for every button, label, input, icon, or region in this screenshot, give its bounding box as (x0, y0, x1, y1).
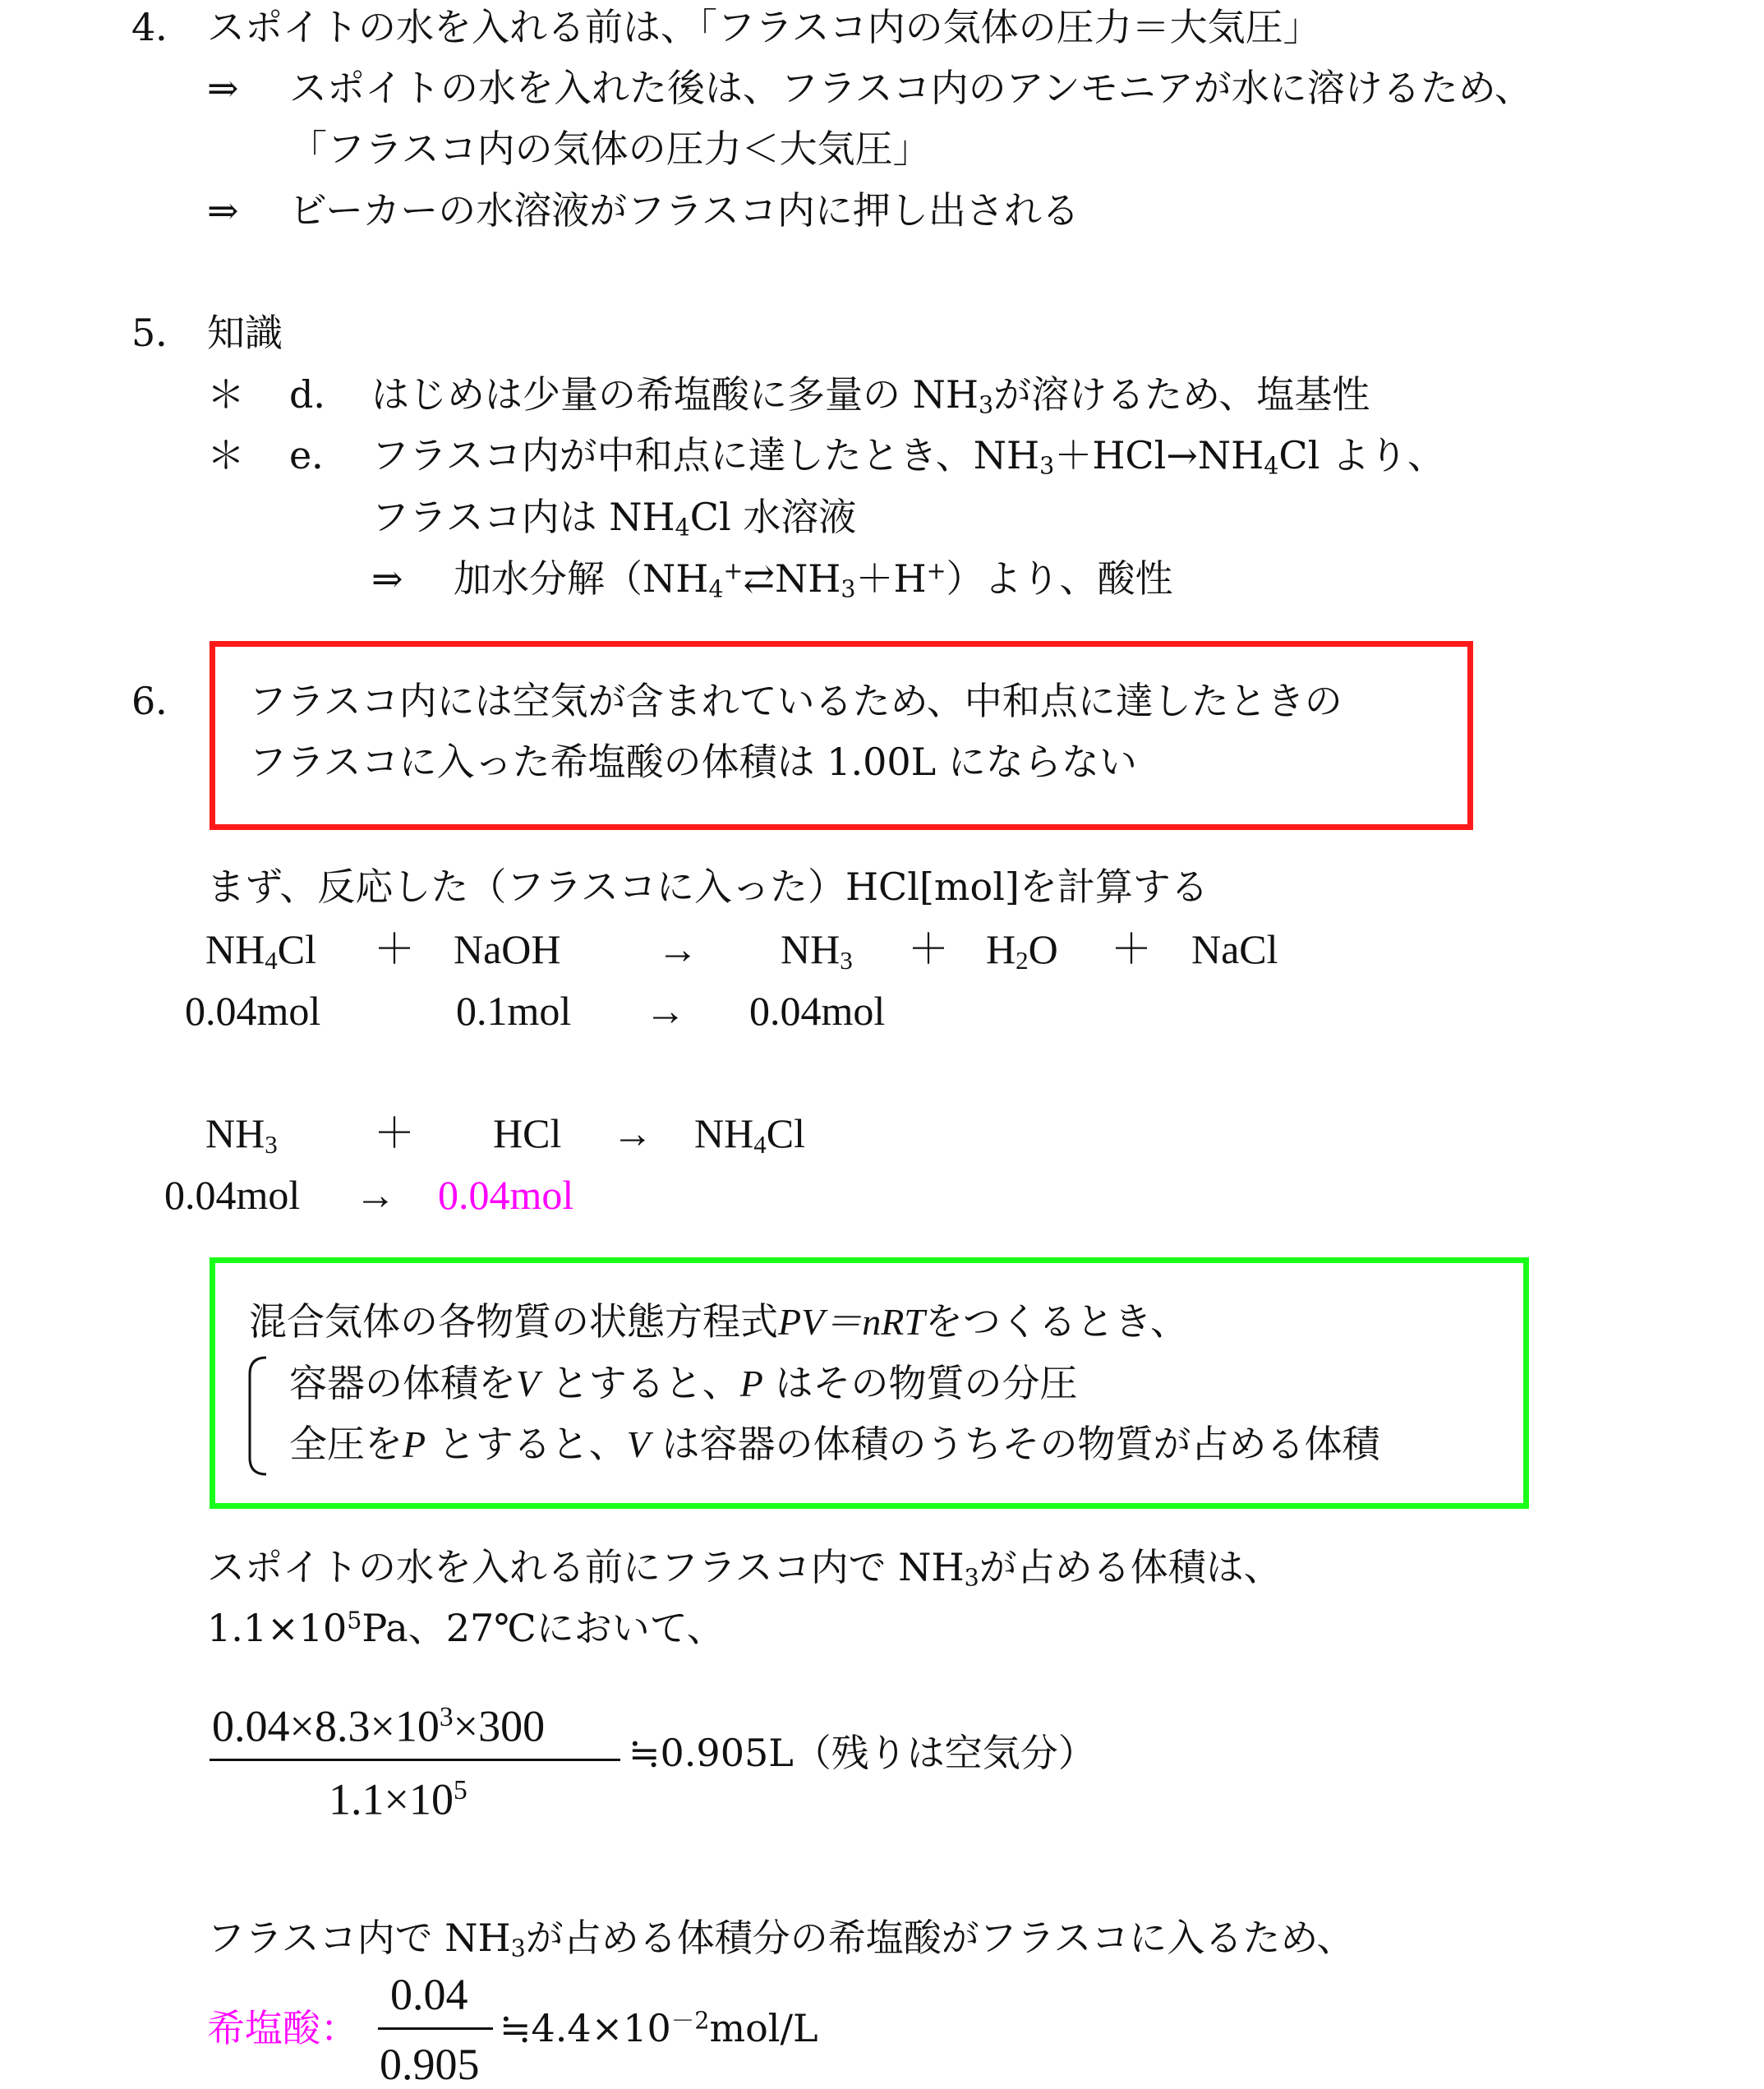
red-note-box (210, 641, 1473, 830)
volume-line2: $1.1\times 10^5Pa$、27℃において、 (207, 1606, 725, 1650)
reaction-arrow: → (612, 1110, 653, 1156)
reaction-arrow: → (657, 926, 698, 972)
reaction-arrow: → (645, 988, 686, 1034)
item-d-text: はじめは少量の希塩酸に多量の $NH_3$が溶けるため、塩基性 (371, 372, 1370, 419)
amount-nh3: 0.04mol (749, 988, 886, 1034)
implies-arrow: ⇒ (207, 188, 239, 233)
item-e-text: フラスコ内が中和点に達したとき、$NH_3+HCl\to NH_4Cl$ より、 (371, 433, 1445, 480)
item-e-text-2: フラスコ内は $NH_4Cl$ 水溶液 (371, 495, 857, 542)
green-line3: 全圧をP とすると、V は容器の体積のうちその物質が占める体積 (289, 1422, 1380, 1466)
amount-nh4cl: 0.04mol (185, 988, 321, 1034)
fraction2-denominator: 0.905 (380, 2040, 480, 2089)
amount-nh3: 0.04mol (164, 1172, 301, 1218)
green-line1: 混合気体の各物質の状態方程式PV＝nRTをつくるとき、 (249, 1299, 1189, 1344)
product-nacl: NaCl (1191, 926, 1278, 972)
section-number-5: 5． (131, 311, 194, 355)
green-line2: 容器の体積をV とすると、P はその物質の分圧 (289, 1361, 1078, 1405)
item-d-label: d． (289, 372, 352, 417)
plus-sign: ＋ (908, 926, 949, 972)
red-note-line1: フラスコ内には空気が含まれているため、中和点に達したときの (249, 679, 1343, 723)
hydrolysis-text: 加水分解$(NH_4^+⇄NH_3+H^+)$より、酸性 (454, 556, 1173, 603)
implies-arrow: ⇒ (207, 66, 239, 110)
section-number-4: 4． (131, 5, 194, 49)
final-line: フラスコ内で $NH_3$が占める体積分の希塩酸がフラスコに入るため、 (207, 1916, 1355, 1962)
asterisk-mark: ＊ (207, 433, 245, 477)
fraction2-numerator: 0.04 (390, 1970, 468, 2019)
sec4-line2: スポイトの水を入れた後は、フラスコ内のアンモニアが水に溶けるため、 (289, 66, 1532, 110)
product-h2o: $H_2O$ (986, 926, 1058, 975)
calc-intro: まず、反応した（フラスコに入った）HCl[mol]を計算する (207, 865, 1209, 909)
fraction1-result: ≒0.905L（残りは空気分） (629, 1731, 1096, 1775)
amount-hcl-highlight: 0.04mol (438, 1172, 574, 1218)
red-note-line2: フラスコに入った希塩酸の体積は 1.00L にならない (249, 740, 1137, 784)
fraction1-bar (210, 1759, 620, 1761)
reactant-nh4cl: $NH_4Cl$ (205, 926, 316, 975)
fraction2-result: $≒4.4\times 10^{-2}mol/L$ (500, 2006, 818, 2050)
reactant-naoh: NaOH (454, 926, 561, 972)
product-nh3: $NH_3$ (781, 926, 853, 975)
fraction2-bar (378, 2027, 493, 2030)
fraction1-numerator: $0.04\times 8.3\times 10^3\times 300$ (212, 1701, 546, 1751)
plus-sign: ＋ (1111, 926, 1152, 972)
volume-line1: スポイトの水を入れる前にフラスコ内で $NH_3$が占める体積は、 (207, 1545, 1282, 1592)
product-nh4cl: $NH_4Cl$ (694, 1110, 805, 1159)
amount-naoh: 0.1mol (456, 988, 572, 1034)
implies-arrow: ⇒ (371, 556, 403, 601)
sec5-title: 知識 (207, 311, 283, 355)
sec4-line4: ビーカーの水溶液がフラスコ内に押し出される (289, 188, 1080, 233)
reactant-nh3: $NH_3$ (205, 1110, 278, 1159)
plus-sign: ＋ (374, 1110, 415, 1156)
asterisk-mark: ＊ (207, 372, 245, 417)
reactant-hcl: HCl (493, 1110, 562, 1156)
item-e-label: e． (289, 433, 350, 477)
sec4-line3: 「フラスコ内の気体の圧力＜大気圧」 (289, 127, 931, 171)
section-number-6: 6． (131, 679, 194, 723)
plus-sign: ＋ (374, 926, 415, 972)
dilute-hcl-label: 希塩酸： (207, 2006, 358, 2050)
fraction1-denominator: $1.1\times 10^5$ (329, 1774, 467, 1824)
sec4-line1: スポイトの水を入れる前は、「フラスコ内の気体の圧力＝大気圧」 (207, 5, 1321, 49)
reaction-arrow: → (355, 1172, 396, 1218)
left-bracket (240, 1354, 273, 1478)
